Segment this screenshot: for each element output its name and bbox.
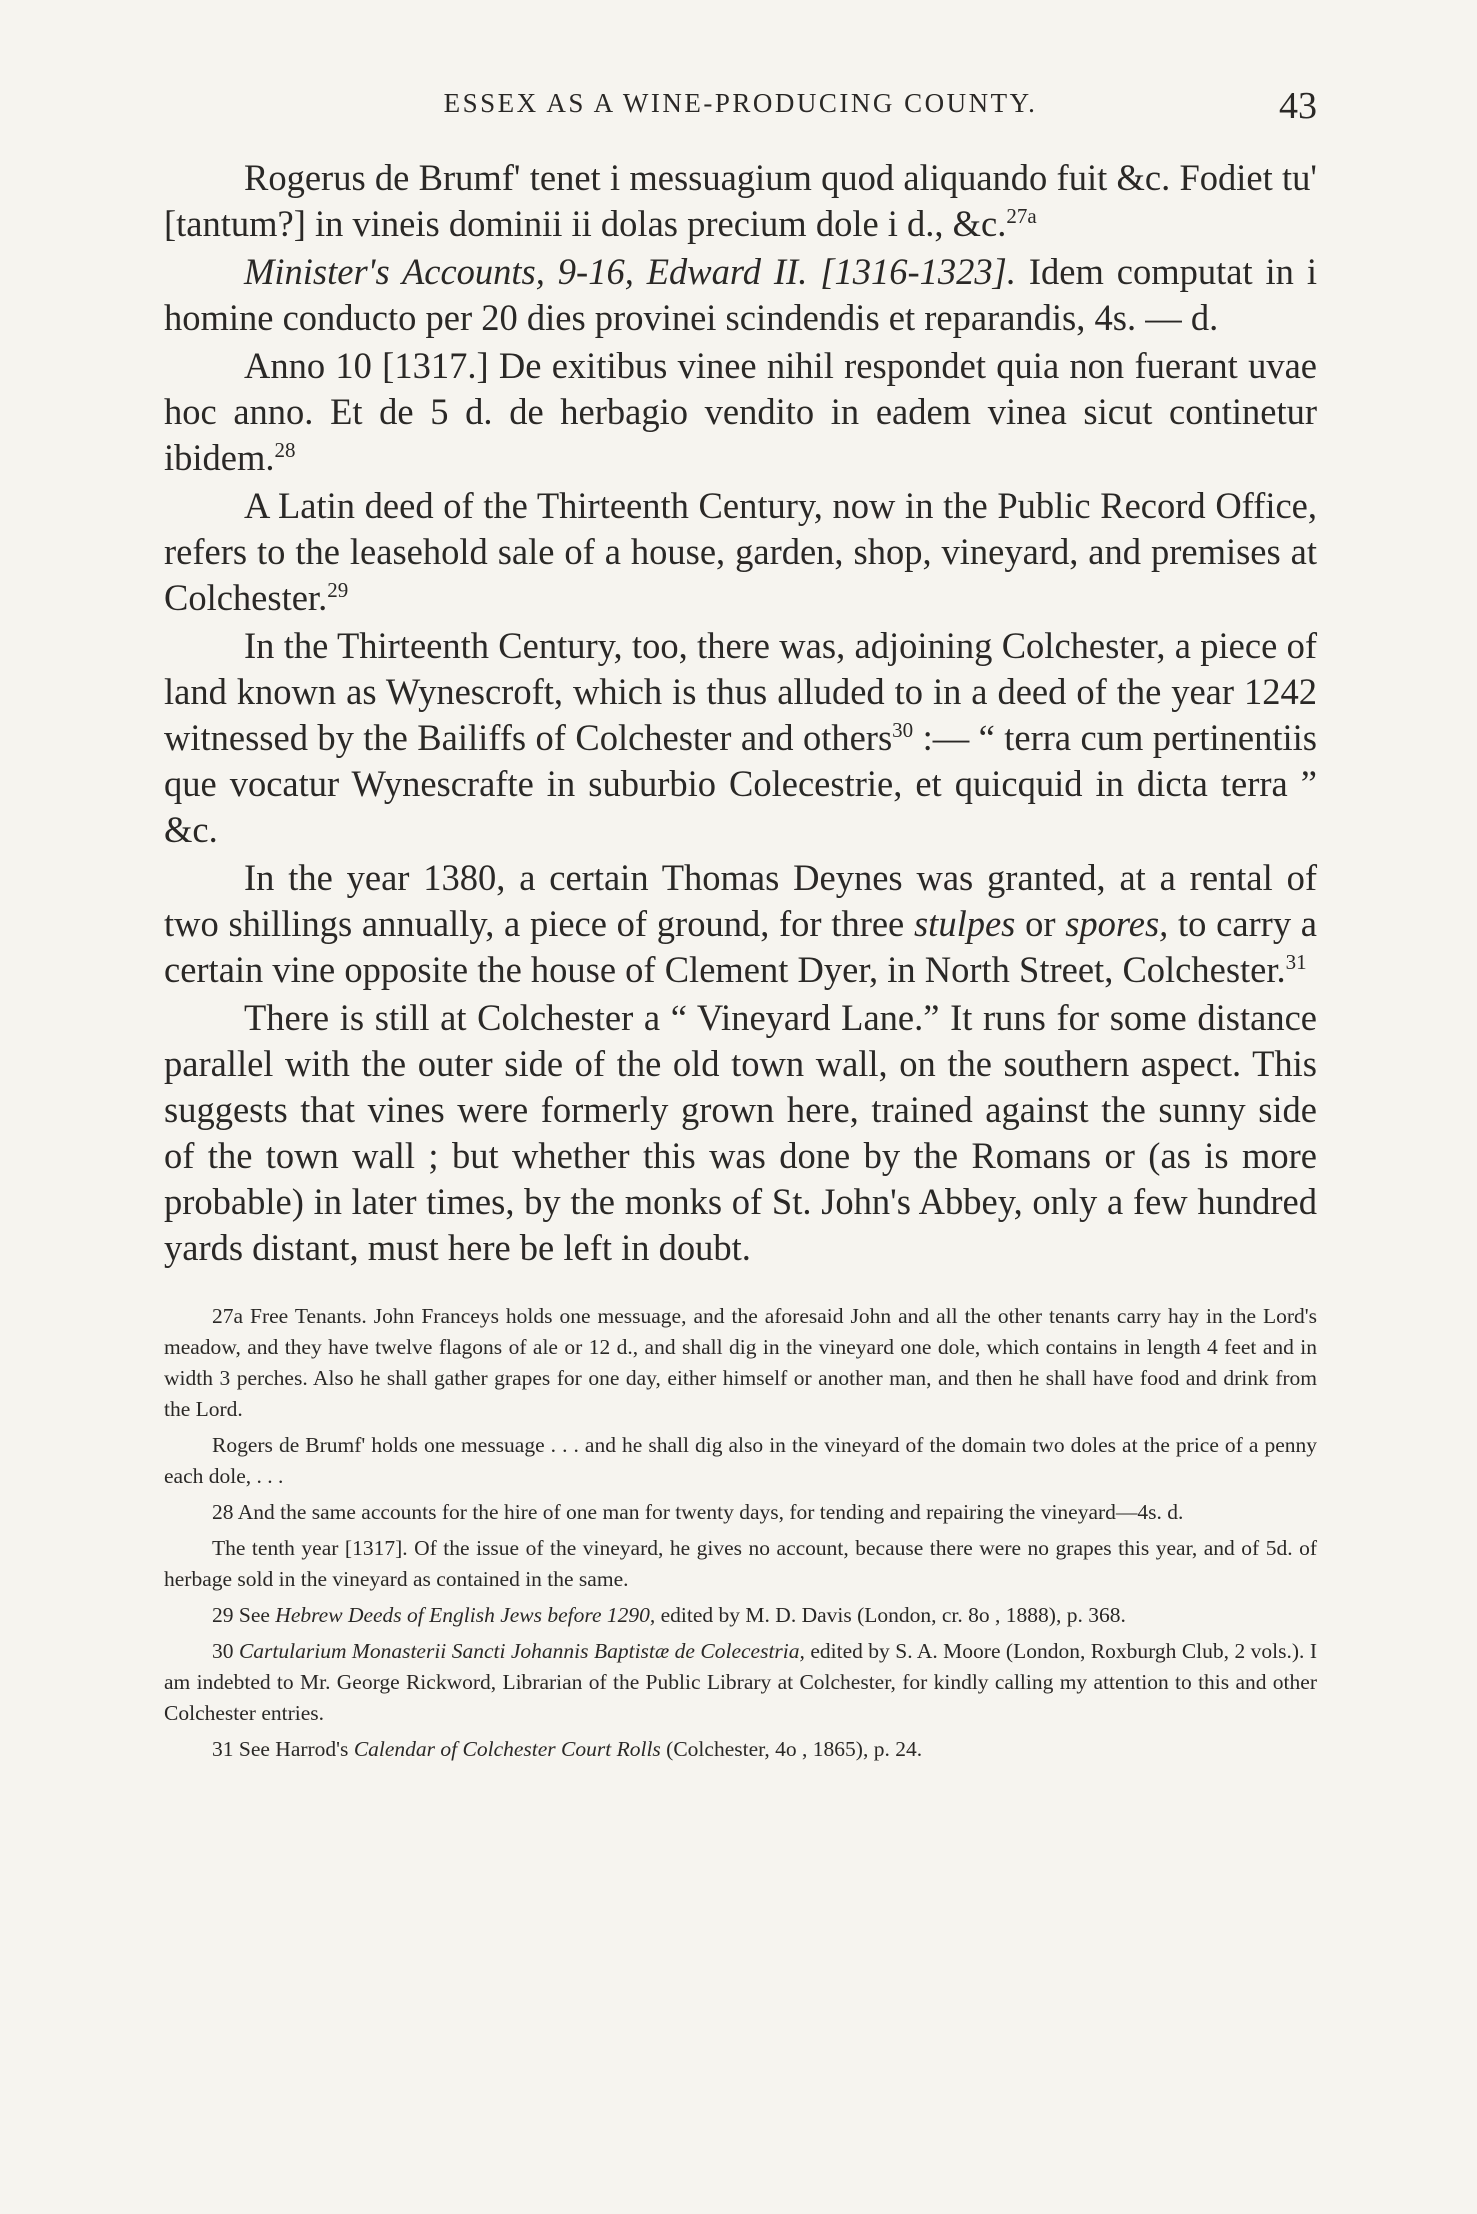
page-header bbox=[164, 86, 1317, 126]
paragraph-text: In the year 1380, a certain Thomas Deynes was granted, at a rental of two shillings annually, a piece of ground, for three bbox=[164, 857, 1317, 944]
italic-term: stulpes bbox=[913, 903, 1016, 944]
work-title: Cartularium Monasterii Sancti Johannis Baptistæ de Colecestria, bbox=[238, 1639, 805, 1663]
footnote-text: edited by M. D. Davis (London, cr. 8o , 1888), p. 368. bbox=[655, 1603, 1126, 1627]
footnote-ref: 30 bbox=[892, 718, 914, 742]
footnote-29 bbox=[164, 1600, 1317, 1631]
paragraph-text: to carry a certain vine opposite the house of Clement Dyer, in North Street, Colchester. bbox=[164, 903, 1318, 990]
paragraph-vineyard-lane bbox=[164, 995, 1317, 1271]
footnote-ref: 28 bbox=[274, 438, 296, 462]
paragraph-text: or bbox=[1015, 903, 1066, 944]
paragraph-wynescroft bbox=[164, 623, 1317, 853]
paragraph-text: There is still at Colchester a “ Vineyard Lane.” It runs for some distance parallel with the outer side of the old town wall, on the southern aspect. This suggests that vines were formerly grown here, trained against the sunny side of the town wall ; but whether this was done by the Romans or (as is more probable) in later times, by the monks of St. John's Abbey, only a few hundred yards distant, must here be left in doubt. bbox=[164, 997, 1317, 1268]
paragraph-text: A Latin deed of the Thirteenth Century, now in the Public Record Office, refers to the leasehold sale of a house, garden, shop, vineyard, and premises at Colchester. bbox=[164, 485, 1317, 618]
running-head: ESSEX AS A WINE-PRODUCING COUNTY. bbox=[443, 88, 1038, 118]
paragraph-text: Anno 10 [1317.] De exitibus vinee nihil respondet quia non fuerant uvae hoc anno. Et de 5 d. de herbagio vendito in eadem vinea sicut continetur ibidem. bbox=[164, 345, 1317, 478]
footnote-27a-continued: Rogers de Brumf' holds one messuage . . . and he shall dig also in the vineyard of the domain two doles at the price of a penny each dole, . . . bbox=[164, 1433, 1317, 1488]
italic-term: spores, bbox=[1065, 903, 1169, 944]
paragraph-text: :— “ terra cum pertinentiis que vocatur Wynescrafte in suburbio Colecestrie, et quicquid in dicta terra ” &c. bbox=[164, 717, 1317, 850]
paragraph-ministers-accounts bbox=[164, 249, 1317, 341]
paragraph-text: Idem computat in i homine conducto per 20 dies provinei scindendis et reparandis, 4s. — d. bbox=[164, 251, 1317, 338]
footnote-text: edited by S. A. Moore (London, Roxburgh Club, 2 vols.). I am indebted to Mr. George Rickword, Librarian of the Public Library at Colchester, for kindly calling my attention to this and other Colchester entries. bbox=[164, 1639, 1317, 1725]
footnote-31 bbox=[164, 1734, 1317, 1765]
source-title: Minister's Accounts, 9-16, Edward II. [1316-1323]. bbox=[244, 251, 1016, 292]
footnote-ref: 29 bbox=[327, 578, 349, 602]
footnote-27a: 27a Free Tenants. John Franceys holds one messuage, and the aforesaid John and all the other tenants carry hay in the Lord's meadow, and they have twelve flagons of ale or 12 d., and shall dig in the vineyard one dole, which contains in length 4 feet and in width 3 perches. Also he shall gather grapes for one day, either himself or another man, and then he shall have food and drink from the Lord. bbox=[164, 1304, 1317, 1421]
footnote-30 bbox=[164, 1636, 1317, 1729]
paragraph-latin-deed bbox=[164, 483, 1317, 621]
paragraph-text: In the Thirteenth Century, too, there was, adjoining Colchester, a piece of land known as Wynescroft, which is thus alluded to in a deed of the year 1242 witnessed by the Bailiffs of Colchester and others bbox=[164, 625, 1317, 758]
paragraph-year-1380 bbox=[164, 855, 1317, 993]
work-title: Hebrew Deeds of English Jews before 1290, bbox=[275, 1603, 656, 1627]
paragraph-rogerus bbox=[164, 155, 1317, 247]
work-title: Calendar of Colchester Court Rolls bbox=[353, 1737, 661, 1761]
footnote-ref: 31 bbox=[1285, 950, 1307, 974]
footnote-text: 29 See bbox=[212, 1603, 276, 1627]
paragraph-text: Rogerus de Brumf' tenet i messuagium quod aliquando fuit &c. Fodiet tu' [tantum?] in vineis dominii ii dolas precium dole i d., &c. bbox=[164, 157, 1317, 244]
footnote-28: 28 And the same accounts for the hire of one man for twenty days, for tending and repairing the vineyard—4s. d. bbox=[212, 1500, 1184, 1524]
footnote-text: 30 bbox=[212, 1639, 239, 1663]
footnotes bbox=[164, 1301, 1317, 1765]
main-text bbox=[164, 155, 1317, 1770]
footnote-28-continued: The tenth year [1317]. Of the issue of the vineyard, he gives no account, because there were no grapes this year, and of 5d. of herbage sold in the vineyard as contained in the same. bbox=[164, 1536, 1317, 1591]
footnote-ref: 27a bbox=[1006, 204, 1037, 228]
paragraph-anno bbox=[164, 343, 1317, 481]
footnote-text: (Colchester, 4o , 1865), p. 24. bbox=[660, 1737, 923, 1761]
page-number: 43 bbox=[1279, 85, 1317, 127]
footnote-text: 31 See Harrod's bbox=[212, 1737, 354, 1761]
